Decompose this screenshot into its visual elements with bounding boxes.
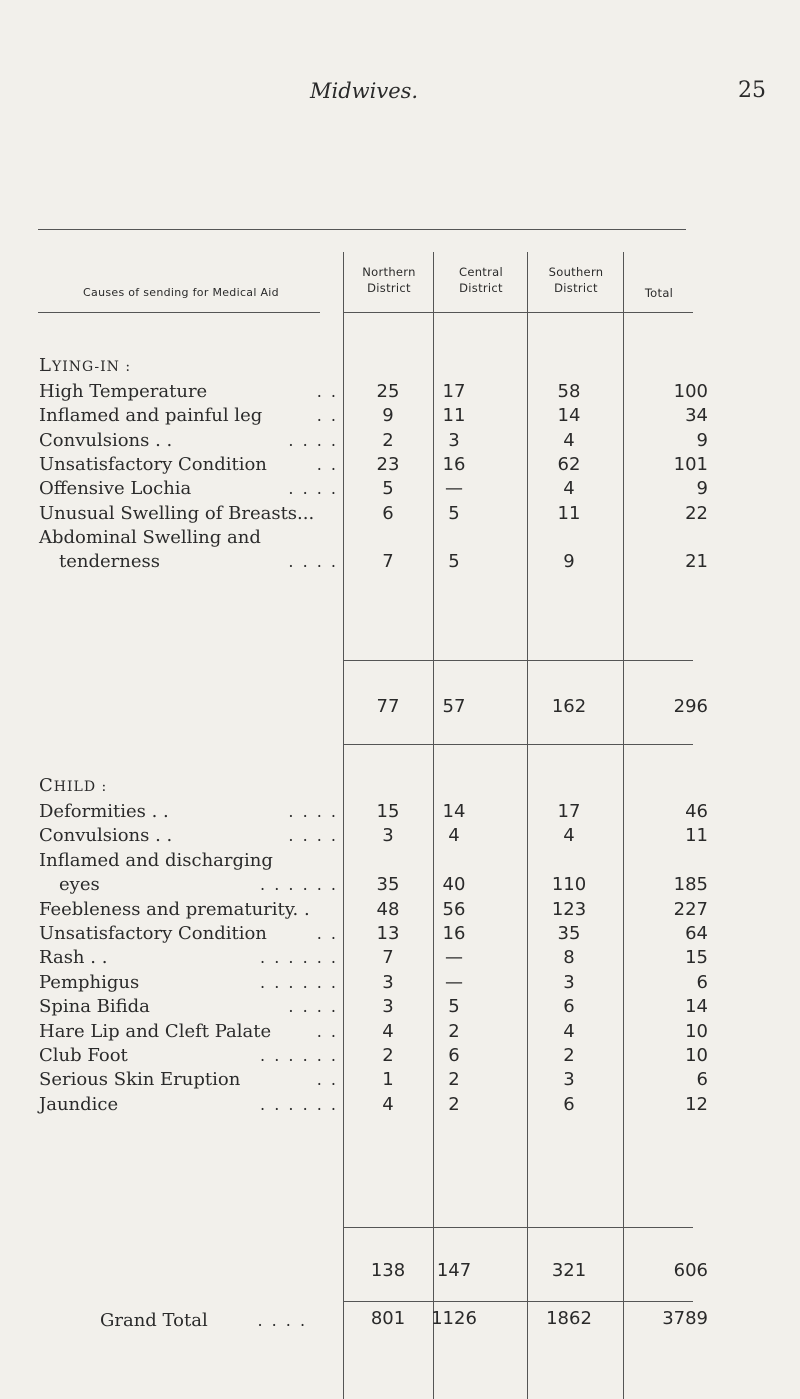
row-label: Unsatisfactory Condition bbox=[39, 453, 267, 475]
lying-in-subtotal-northern: 77 bbox=[376, 696, 400, 717]
section-heading-lying-in: LYING-IN : bbox=[39, 355, 132, 376]
grand-total-label: Grand Total . . . . bbox=[100, 1310, 308, 1331]
lying-in-subtotal-southern: 162 bbox=[551, 696, 587, 717]
row-label: Jaundice bbox=[39, 1093, 119, 1115]
row-value-total: 185 bbox=[673, 874, 708, 896]
header-central-line2: District bbox=[459, 281, 503, 295]
row-label: tenderness bbox=[59, 551, 160, 573]
row-value-central: — bbox=[445, 971, 463, 993]
row-value-southern: 3 bbox=[563, 971, 575, 993]
row-value-southern: 35 bbox=[557, 923, 581, 944]
row-value-southern: 4 bbox=[563, 825, 575, 847]
row-label: Inflamed and discharging bbox=[39, 849, 273, 871]
row-value-northern: 4 bbox=[382, 1093, 394, 1115]
row-value-total: 101 bbox=[673, 453, 708, 475]
row-value-northern: 2 bbox=[382, 429, 394, 451]
row-value-southern: 6 bbox=[563, 996, 575, 1018]
row-value-total: 6 bbox=[696, 1069, 708, 1091]
row-label: Pemphigus bbox=[39, 971, 140, 993]
row-value-central: 16 bbox=[442, 923, 466, 944]
row-value-total: 21 bbox=[685, 551, 708, 573]
row-value-total: 10 bbox=[685, 1045, 708, 1066]
row-value-central: 2 bbox=[448, 1069, 460, 1091]
row-leader-dots: . . . . . . bbox=[260, 875, 338, 895]
row-value-total: 34 bbox=[685, 405, 708, 427]
row-value-total: 12 bbox=[685, 1093, 708, 1115]
row-value-total: 10 bbox=[685, 1020, 708, 1042]
row-value-southern: 9 bbox=[563, 551, 575, 573]
child-subtotal-northern: 138 bbox=[370, 1260, 406, 1281]
row-label: Feebleness and prematurity. . bbox=[39, 898, 310, 920]
row-leader-dots: . . bbox=[316, 1070, 338, 1090]
row-value-total: 46 bbox=[685, 801, 708, 822]
row-leader-dots: . . bbox=[316, 924, 338, 943]
row-value-total: 11 bbox=[685, 825, 708, 847]
row-label: High Temperature bbox=[39, 381, 208, 402]
row-value-northern: 4 bbox=[382, 1020, 394, 1042]
row-value-southern: 110 bbox=[551, 874, 587, 896]
header-southern bbox=[528, 264, 624, 296]
lying-in-subtotal-rule bbox=[343, 660, 693, 661]
row-value-central: 2 bbox=[448, 1020, 460, 1042]
row-value-central: 6 bbox=[448, 1045, 460, 1066]
row-value-central: 40 bbox=[442, 874, 466, 896]
row-value-central: 17 bbox=[442, 381, 466, 402]
row-label: Spina Bifida bbox=[39, 996, 150, 1018]
row-label: Rash . . bbox=[39, 947, 108, 969]
header-bottom-rule bbox=[38, 312, 320, 313]
row-value-northern: 3 bbox=[382, 825, 394, 847]
row-value-southern: 11 bbox=[557, 502, 581, 524]
row-value-southern: 3 bbox=[563, 1069, 575, 1091]
header-central-line1: Central bbox=[459, 265, 503, 279]
row-label: Offensive Lochia bbox=[39, 478, 192, 500]
row-value-southern: 8 bbox=[563, 947, 575, 969]
row-leader-dots: . . bbox=[316, 382, 338, 401]
row-label: Convulsions . . bbox=[39, 825, 173, 847]
row-label: eyes bbox=[59, 874, 100, 896]
running-title: Midwives. bbox=[310, 79, 419, 103]
page-number: 25 bbox=[738, 78, 766, 103]
row-value-central: 56 bbox=[442, 898, 466, 920]
row-value-central: 16 bbox=[442, 453, 466, 475]
row-label: Serious Skin Eruption bbox=[39, 1069, 241, 1091]
row-value-southern: 2 bbox=[563, 1045, 575, 1066]
row-leader-dots: . . bbox=[316, 454, 338, 474]
row-value-southern: 4 bbox=[563, 478, 575, 500]
lying-in-subtotal-total: 296 bbox=[673, 696, 708, 717]
header-central bbox=[434, 264, 528, 296]
header-southern-line2: District bbox=[554, 281, 598, 295]
row-value-central: 5 bbox=[448, 551, 460, 573]
header-total: Total bbox=[644, 286, 674, 300]
row-value-southern: 123 bbox=[551, 898, 587, 920]
row-leader-dots: . . . . bbox=[288, 430, 338, 450]
row-value-northern: 3 bbox=[382, 996, 394, 1018]
lying-in-subtotal-bottom-rule bbox=[343, 744, 693, 745]
row-value-southern: 14 bbox=[557, 405, 581, 427]
row-value-northern: 5 bbox=[382, 478, 394, 500]
row-leader-dots: . . . . bbox=[288, 479, 338, 499]
row-value-total: 9 bbox=[696, 478, 708, 500]
row-value-central: 4 bbox=[448, 825, 460, 847]
grand-total-southern: 1862 bbox=[546, 1308, 592, 1329]
row-leader-dots: . . . . . . bbox=[260, 948, 338, 968]
lying-in-subtotal-central: 57 bbox=[442, 696, 466, 717]
row-value-central: 14 bbox=[442, 801, 466, 822]
child-subtotal-rule bbox=[343, 1227, 693, 1228]
row-value-total: 14 bbox=[685, 996, 708, 1018]
header-cause: Causes of sending for Medical Aid bbox=[83, 286, 279, 299]
row-value-total: 15 bbox=[685, 947, 708, 969]
row-value-total: 22 bbox=[685, 502, 708, 524]
row-value-northern: 7 bbox=[382, 947, 394, 969]
row-value-central: 5 bbox=[448, 996, 460, 1018]
child-subtotal-bottom-rule bbox=[343, 1301, 693, 1302]
row-value-central: 2 bbox=[448, 1093, 460, 1115]
row-label: Inflamed and painful leg bbox=[39, 405, 263, 427]
row-value-southern: 58 bbox=[557, 381, 581, 402]
row-value-southern: 62 bbox=[557, 453, 581, 475]
row-value-central: 3 bbox=[448, 429, 460, 451]
row-value-central: 5 bbox=[448, 502, 460, 524]
row-label: Convulsions . . bbox=[39, 429, 173, 451]
row-value-northern: 23 bbox=[376, 453, 400, 475]
header-northern-line2: District bbox=[367, 281, 411, 295]
child-subtotal-southern: 321 bbox=[551, 1260, 587, 1281]
header-southern-line1: Southern bbox=[548, 265, 604, 279]
header-northern bbox=[345, 264, 433, 296]
row-leader-dots: . . . . . . bbox=[260, 972, 338, 992]
row-leader-dots: . . . . bbox=[288, 802, 338, 821]
row-value-total: 64 bbox=[685, 923, 708, 944]
row-value-central: 11 bbox=[442, 405, 466, 427]
row-value-southern: 6 bbox=[563, 1093, 575, 1115]
row-value-northern: 15 bbox=[376, 801, 400, 822]
row-value-total: 6 bbox=[696, 971, 708, 993]
row-value-northern: 2 bbox=[382, 1045, 394, 1066]
row-value-total: 100 bbox=[673, 381, 708, 402]
row-value-northern: 3 bbox=[382, 971, 394, 993]
row-leader-dots: . . bbox=[316, 1021, 338, 1041]
header-northern-line1: Northern bbox=[362, 265, 416, 279]
row-value-southern: 4 bbox=[563, 429, 575, 451]
grand-total-leader: . . . . bbox=[257, 1311, 308, 1330]
row-value-southern: 4 bbox=[563, 1020, 575, 1042]
table-top-rule bbox=[38, 229, 686, 230]
row-leader-dots: . . . . bbox=[288, 997, 338, 1017]
row-value-northern: 9 bbox=[382, 405, 394, 427]
row-leader-dots: . . . . . . bbox=[260, 1094, 338, 1114]
row-value-central: — bbox=[445, 478, 463, 500]
row-value-total: 227 bbox=[673, 898, 708, 920]
row-label: Hare Lip and Cleft Palate bbox=[39, 1020, 272, 1042]
row-label: Deformities . . bbox=[39, 801, 169, 822]
row-value-northern: 35 bbox=[376, 874, 400, 896]
row-value-central: — bbox=[445, 947, 463, 969]
header-bottom-rule-right bbox=[343, 312, 693, 313]
row-value-southern: 17 bbox=[557, 801, 581, 822]
grand-total-central: 1126 bbox=[431, 1308, 477, 1329]
row-value-northern: 13 bbox=[376, 923, 400, 944]
row-label: Abdominal Swelling and bbox=[39, 526, 261, 548]
row-leader-dots: . . . . bbox=[288, 552, 338, 572]
row-value-northern: 1 bbox=[382, 1069, 394, 1091]
section-heading-child: CHILD : bbox=[39, 775, 108, 796]
row-leader-dots: . . . . . . bbox=[260, 1046, 338, 1065]
child-subtotal-central: 147 bbox=[436, 1260, 472, 1281]
row-value-northern: 25 bbox=[376, 381, 400, 402]
row-value-northern: 7 bbox=[382, 551, 394, 573]
row-value-northern: 48 bbox=[376, 898, 400, 920]
row-leader-dots: . . . . bbox=[288, 826, 338, 846]
grand-total-total: 3789 bbox=[662, 1308, 708, 1329]
row-value-total: 9 bbox=[696, 429, 708, 451]
row-label: Unusual Swelling of Breasts... bbox=[39, 502, 315, 524]
row-leader-dots: . . bbox=[316, 406, 338, 426]
row-label: Club Foot bbox=[39, 1045, 128, 1066]
row-label: Unsatisfactory Condition bbox=[39, 923, 267, 944]
row-value-northern: 6 bbox=[382, 502, 394, 524]
child-subtotal-total: 606 bbox=[673, 1260, 708, 1281]
grand-total-northern: 801 bbox=[370, 1308, 406, 1329]
